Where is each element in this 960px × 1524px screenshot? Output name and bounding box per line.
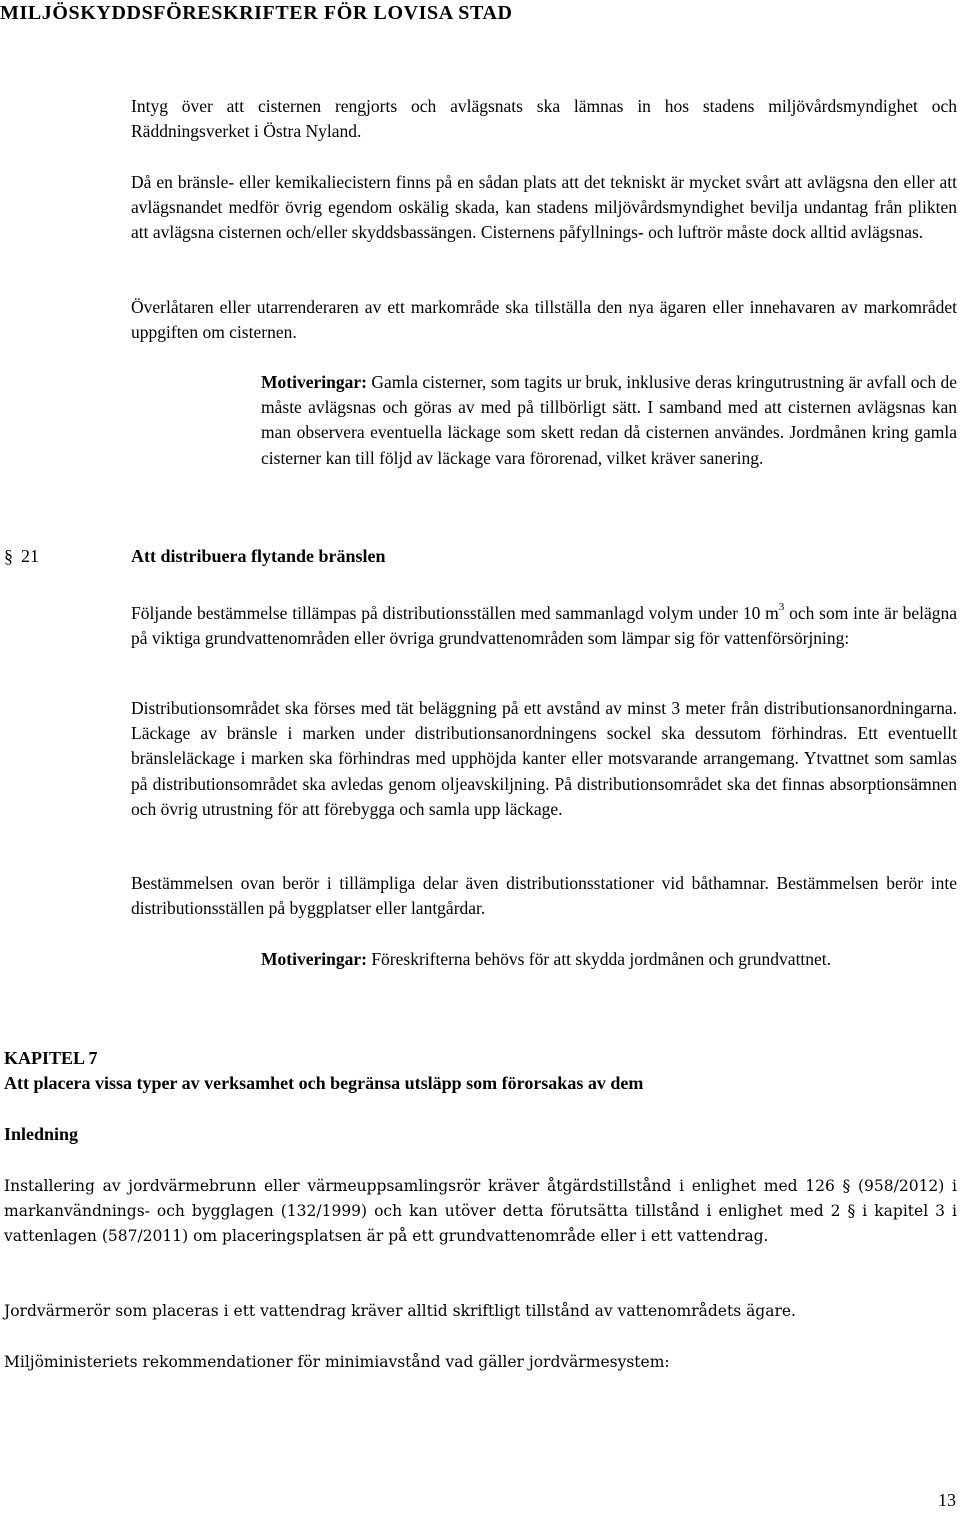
scope-text: Följande bestämmelse tillämpas på distributionsställen med sammanlagd volym under 10 m bbox=[131, 603, 779, 623]
motivation-label: Motiveringar: bbox=[261, 372, 367, 392]
motivation-text: Gamla cisterner, som tagits ur bruk, inklusive deras kringutrustning är avfall och de måste avlägsnas och göras av med på tillbörligt sätt. I samband med att cisternen avlägsnas kan man observera eventuella läckage som skett redan då cisternen användes. Jordmånen kring gamla cisterner kan till följd av läckage vara förorenad, vilket kräver sanering. bbox=[261, 372, 957, 468]
page-number: 13 bbox=[938, 1490, 956, 1510]
motivation-text: Föreskrifterna behövs för att skydda jordmånen och grundvattnet. bbox=[366, 949, 832, 969]
section21-paragraph-distribution: Distributionsområdet ska förses med tät beläggning på ett avstånd av minst 3 meter från distributionsanordningarna. Läckage av bränsle i marken under distributionsanordningens sockel ska dessutom förhindras. Ett eventuellt bränsleläckage i marken ska förhindras med upphöjda kanter eller motsvarande arrangemang. Ytvattnet som samlas på distributionsområdet ska avledas genom oljeavskiljning. På distributionsområdet ska det finnas absorptionsämnen och övrig utrustning för att förebygga och samla upp läckage. bbox=[131, 698, 957, 819]
motivation-block-distribution bbox=[261, 947, 957, 972]
chapter-subheading: Inledning bbox=[4, 1124, 79, 1144]
chapter-paragraph-watercourse: Jordvärmerör som placeras i ett vattendrag kräver alltid skriftligt tillstånd av vattenområdets ägare. bbox=[4, 1302, 796, 1320]
chapter-label: KAPITEL 7 bbox=[4, 1048, 98, 1068]
section21-paragraph-scope bbox=[131, 595, 957, 651]
section21-paragraph-boats: Bestämmelsen ovan berör i tillämpliga delar även distributionsstationer vid båthamnar. Bestämmelsen berör inte distributionsställen på byggplatser eller lantgårdar. bbox=[131, 873, 957, 919]
paragraph-certificate: Intyg över att cisternen rengjorts och avlägsnats ska lämnas in hos stadens miljövårdsmyndighet och Räddningsverket i Östra Nyland. bbox=[131, 96, 957, 142]
chapter-paragraph-recommendations: Miljöministeriets rekommendationer för minimiavstånd vad gäller jordvärmesystem: bbox=[4, 1353, 670, 1371]
paragraph-transfer: Överlåtaren eller utarrenderaren av ett markområde ska tillställa den nya ägaren eller innehavaren av markområdet uppgiften om cisternen. bbox=[131, 297, 957, 343]
section-symbol: § bbox=[4, 546, 13, 566]
section-number: 21 bbox=[21, 546, 39, 566]
document-header: MILJÖSKYDDSFÖRESKRIFTER FÖR LOVISA STAD bbox=[0, 2, 513, 24]
paragraph-exception: Då en bränsle- eller kemikaliecistern finns på en sådan plats att det tekniskt är mycket svårt att avlägsna den eller att avlägsnandet medför övrig egendom oskälig skada, kan stadens miljövårdsmyndighet bevilja undantag från plikten att avlägsna cisternen och/eller skyddsbassängen. Cisternens påfyllnings- och luftrör måste dock alltid avlägsnas. bbox=[131, 172, 957, 243]
section-title: Att distribuera flytande bränslen bbox=[131, 546, 386, 566]
scope-text-rest: och som inte är belägna på viktiga grundvattenområden eller övriga grundvattenområden som lämpar sig för vattenförsörjning: bbox=[131, 603, 957, 649]
motivation-block-cisterns bbox=[261, 370, 957, 471]
motivation-label: Motiveringar: bbox=[261, 949, 367, 969]
chapter-paragraph-permits: Installering av jordvärmebrunn eller värmeuppsamlingsrör kräver åtgärdstillstånd i enlighet med 126 § (958/2012) i markanvändnings- och bygglagen (132/1999) och kan utöver detta förutsätta tillstånd i enlighet med 2 § i kapitel 3 i vattenlagen (587/2011) om placeringsplatsen är på ett grundvattenområde eller i ett vattendrag. bbox=[4, 1177, 957, 1246]
chapter-title: Att placera vissa typer av verksamhet och begränsa utsläpp som förorsakas av dem bbox=[4, 1073, 644, 1093]
scope-superscript: 3 bbox=[778, 601, 785, 613]
